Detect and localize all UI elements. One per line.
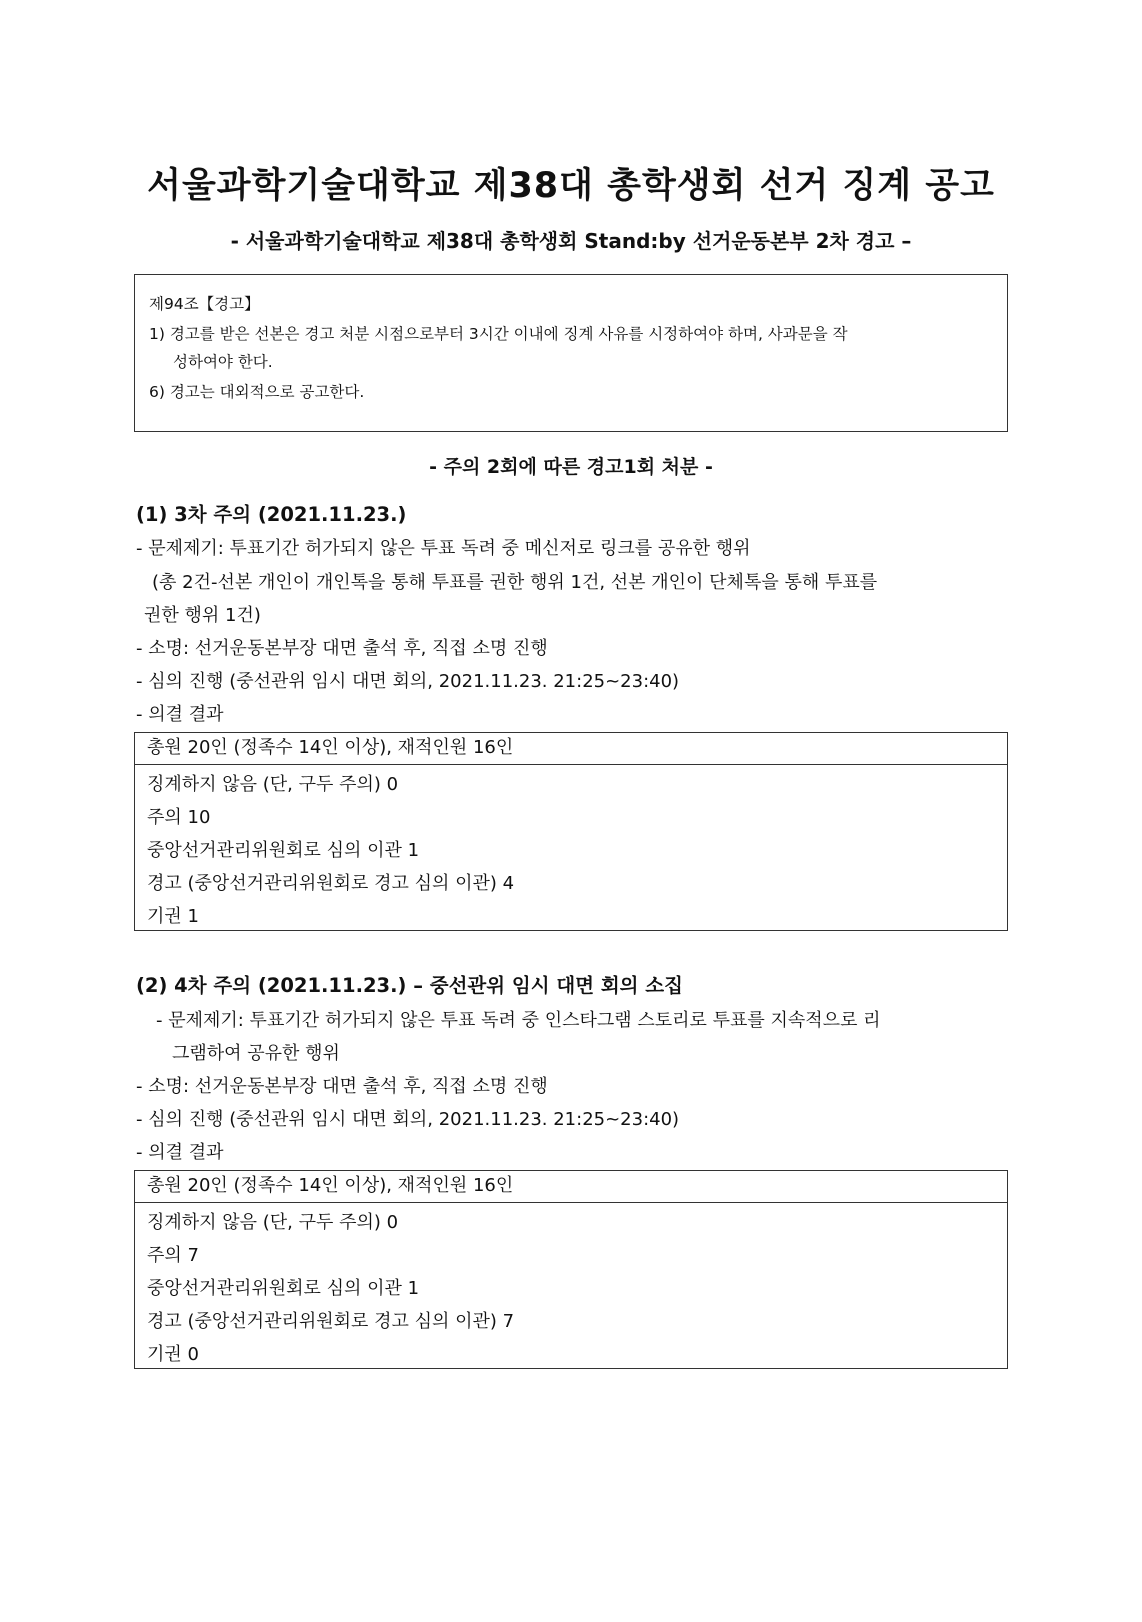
section-line: - 의결 결과 xyxy=(136,1142,224,1163)
result-row: 중앙선거관리위원회로 심의 이관 1 xyxy=(147,840,420,861)
section-line: - 문제제기: 투표기간 허가되지 않은 투표 독려 중 메신저로 링크를 공유한 행위 xyxy=(136,538,751,559)
document-subtitle: - 서울과학기술대학교 제38대 총학생회 Stand:by 선거운동본부 2차 경고 – xyxy=(230,229,912,253)
result-table xyxy=(134,1170,1008,1369)
section-title: (2) 4차 주의 (2021.11.23.) – 중선관위 임시 대면 회의 소집 xyxy=(136,974,683,997)
section-title: (1) 3차 주의 (2021.11.23.) xyxy=(136,503,407,526)
result-row: 징계하지 않음 (단, 구두 주의) 0 xyxy=(147,1212,399,1233)
result-row: 경고 (중앙선거관리위원회로 경고 심의 이관) 4 xyxy=(147,873,515,894)
article-item: 6) 경고는 대외적으로 공고한다. xyxy=(149,383,365,401)
result-table xyxy=(134,732,1008,931)
article-item: 1) 경고를 받은 선본은 경고 처분 시점으로부터 3시간 이내에 징계 사유를 시정하여야 하며, 사과문을 작 xyxy=(149,325,848,343)
result-row: 징계하지 않음 (단, 구두 주의) 0 xyxy=(147,774,399,795)
result-row: 중앙선거관리위원회로 심의 이관 1 xyxy=(147,1278,420,1299)
result-row: 기권 1 xyxy=(147,906,199,927)
section-line: - 문제제기: 투표기간 허가되지 않은 투표 독려 중 인스타그램 스토리로 투표를 지속적으로 리 xyxy=(156,1010,881,1031)
section-line: 그램하여 공유한 행위 xyxy=(172,1043,340,1064)
center-heading: - 주의 2회에 따른 경고1회 처분 - xyxy=(429,456,713,478)
result-table-header: 총원 20인 (정족수 14인 이상), 재적인원 16인 xyxy=(135,1171,1007,1203)
section-line: - 소명: 선거운동본부장 대면 출석 후, 직접 소명 진행 xyxy=(136,1076,548,1097)
section-line: - 소명: 선거운동본부장 대면 출석 후, 직접 소명 진행 xyxy=(136,638,548,659)
result-row: 경고 (중앙선거관리위원회로 경고 심의 이관) 7 xyxy=(147,1311,515,1332)
article-heading: 제94조【경고】 xyxy=(149,295,260,313)
section-line: - 심의 진행 (중선관위 임시 대면 회의, 2021.11.23. 21:25~23:40) xyxy=(136,1109,680,1130)
document-title: 서울과학기술대학교 제38대 총학생회 선거 징계 공고 xyxy=(147,166,995,206)
article-item: 성하여야 한다. xyxy=(173,353,273,371)
section-line: - 의결 결과 xyxy=(136,704,224,725)
article-box xyxy=(134,274,1008,432)
result-row: 기권 0 xyxy=(147,1344,199,1365)
result-row: 주의 7 xyxy=(147,1245,199,1266)
result-table-header: 총원 20인 (정족수 14인 이상), 재적인원 16인 xyxy=(135,733,1007,765)
result-row: 주의 10 xyxy=(147,807,211,828)
section-line: - 심의 진행 (중선관위 임시 대면 회의, 2021.11.23. 21:25~23:40) xyxy=(136,671,680,692)
section-line: (총 2건-선본 개인이 개인톡을 통해 투표를 권한 행위 1건, 선본 개인이 단체톡을 통해 투표를 xyxy=(152,572,878,593)
section-line: 권한 행위 1건) xyxy=(144,605,261,626)
